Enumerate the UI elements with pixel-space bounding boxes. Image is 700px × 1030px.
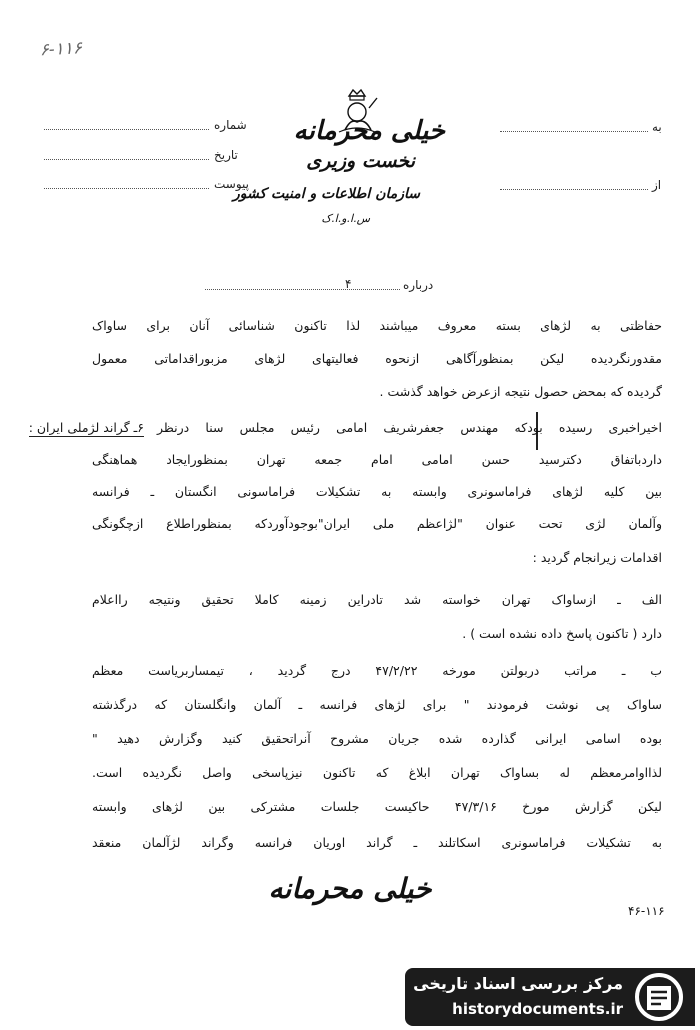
- body-line-15: لیکن گزارش مورخ ۴۷/۳/۱۶ حاکیست جلسات مشترکی بین لژهای وابسته: [92, 799, 662, 814]
- letterhead: [233, 88, 465, 238]
- attachment-field-line: [44, 187, 209, 189]
- watermark-url: historydocuments.ir: [452, 1000, 623, 1018]
- ministry-name: نخست وزیری: [306, 150, 415, 172]
- footer-classification-stamp: خیلی محرمانه: [268, 872, 432, 905]
- body-line-5: داردباتفاق دکترسید حسن امامی امام جمعه تهران بمنظورایجاد هماهنگی: [92, 452, 662, 467]
- subject-value: ۴: [345, 277, 352, 291]
- body-line-9: الف ـ ازساواک تهران خواسته شد تادراین زمینه کاملا تحقیق ونتیجه رااعلام: [92, 592, 662, 607]
- to-label: به: [652, 120, 662, 134]
- attachment-label: پیوست: [214, 177, 249, 191]
- number-label: شماره: [214, 118, 247, 132]
- body-line-2: مقدورنگردیده لیکن بمنظورآگاهی ازنحوه فعالیتهای لژهای مزبوراقداماتی معمول: [92, 351, 662, 366]
- body-line-10: دارد ( تاکنون پاسخ داده نشده است ) .: [462, 626, 662, 641]
- body-line-6: بین کلیه لژهای فراماسونری وابسته به تشکیلات فراماسونی انگستان ـ فرانسه: [92, 484, 662, 499]
- body-line-7: وآلمان لژی تحت عنوان "لژاعظم ملی ایران"بوجودآوردکه بمنظوراطلاع ازچگونگی: [92, 516, 662, 531]
- organization-name: سازمان اطلاعات و امنیت کشور: [233, 186, 420, 202]
- subject-field-line: [205, 288, 400, 290]
- section-heading-6-text: ۶ـ گراند لژملی ایران :: [28, 420, 144, 435]
- number-field-line: [44, 128, 209, 130]
- to-field-line: [500, 130, 648, 132]
- body-line-13: بوده اسامی ایرانی گذارده شده جریان مشروح آنراتحقیق کنید وگزارش دهید ": [92, 731, 662, 746]
- body-line-16: به تشکیلات فراماسونری اسکاتلند ـ گراند اوریان فرانسه وگراند لژآلمان منعقد: [92, 835, 662, 850]
- organization-code: س.ا.و.ا.ک: [321, 212, 370, 225]
- page-code: ۴۶-۱۱۶: [628, 904, 665, 918]
- body-line-12: ساواک پی نوشت فرمودند " برای لژهای فرانسه ـ آلمان وانگلستان که درگذشته: [92, 697, 662, 712]
- body-line-1: حفاظتی به لژهای بسته معروف میباشند لذا تاکنون شناسائی آنان برای ساواک: [92, 318, 662, 333]
- classification-stamp: خیلی محرمانه: [293, 116, 445, 146]
- handwritten-corner-note: ۶-۱۱۶: [39, 38, 83, 61]
- watermark-banner: [405, 968, 695, 1026]
- body-line-4: اخیراخبری رسیده بودکه مهندس جعفرشریف امامی رئیس مجلس سنا درنظر: [157, 420, 662, 435]
- from-label: از: [652, 178, 662, 192]
- date-label: تاریخ: [214, 148, 238, 162]
- watermark-title: مرکز بررسی اسناد تاریخی: [413, 974, 623, 993]
- body-line-3: گردیده که بمحض حصول نتیجه ازعرض خواهد گذشت .: [379, 384, 662, 399]
- section-heading-6: [18, 420, 144, 435]
- subject-label: درباره: [403, 278, 434, 292]
- body-line-11: ب ـ مراتب دربولتن مورخه ۴۷/۲/۲۲ درج گردید ، تیمساربریاست معظم: [92, 663, 662, 678]
- body-line-8: اقدامات زیرانجام گردید :: [532, 550, 662, 565]
- body-line-14: لذااوامرمعظم له بساواک تهران ابلاغ که تاکنون نیزپاسخی واصل نگردیده است.: [92, 765, 662, 780]
- from-field-line: [500, 188, 648, 190]
- date-field-line: [44, 158, 209, 160]
- archive-logo-icon: [631, 972, 687, 1022]
